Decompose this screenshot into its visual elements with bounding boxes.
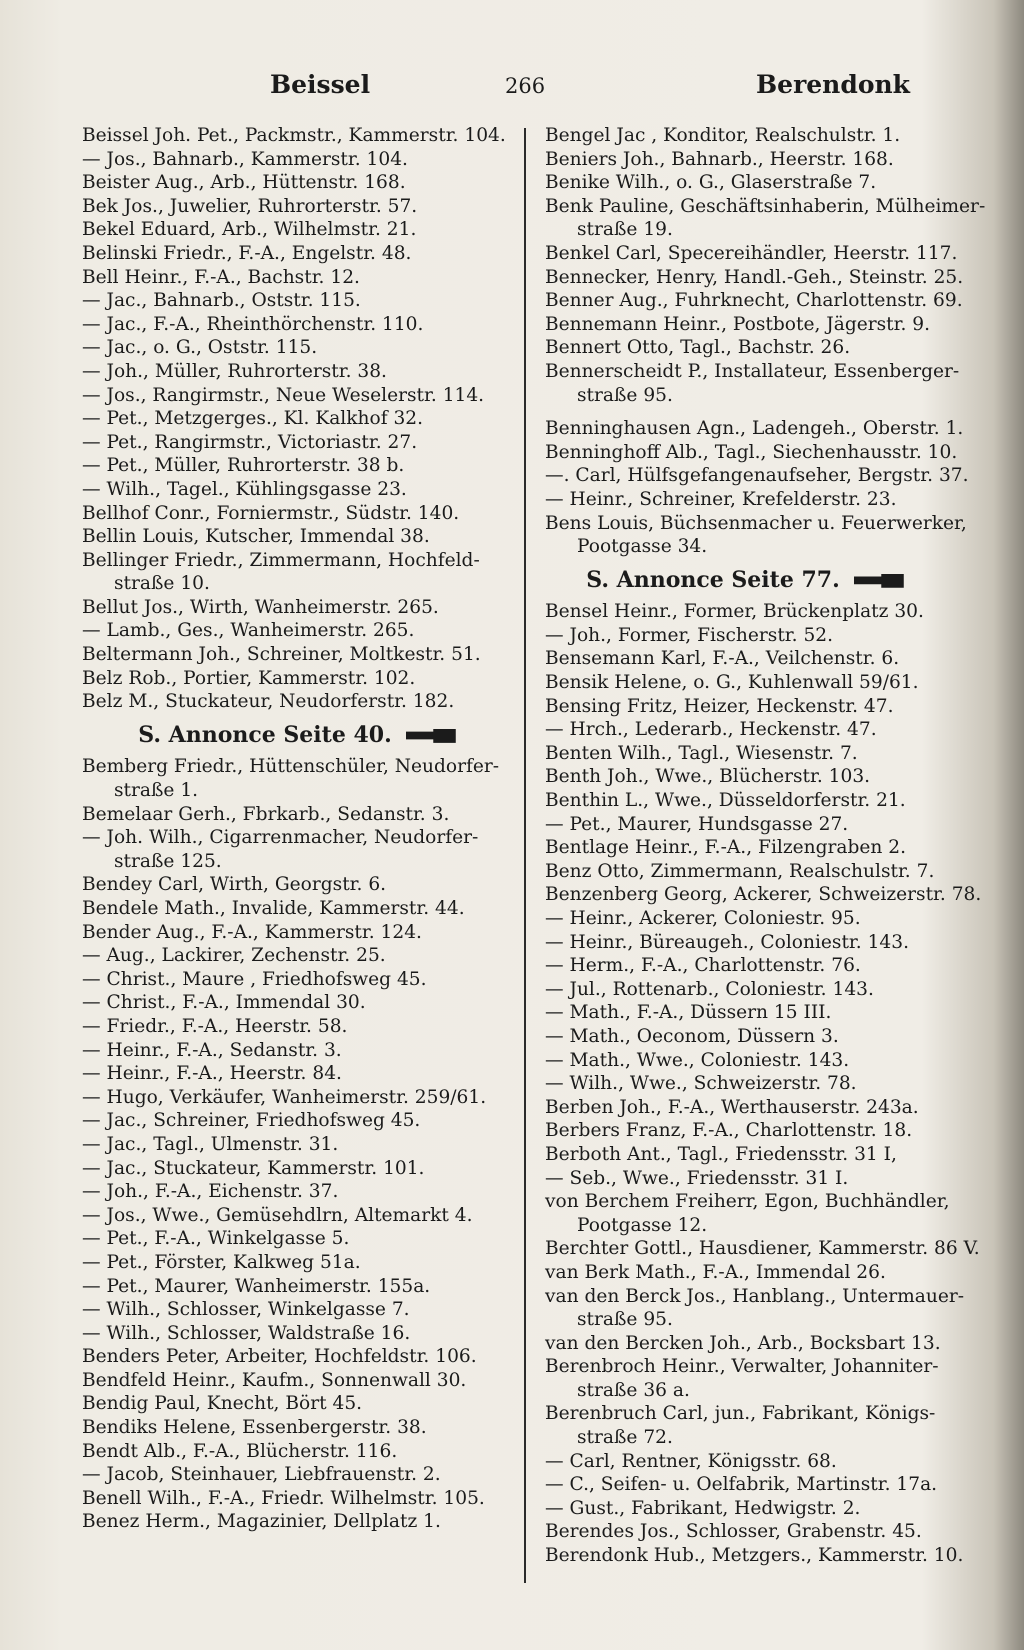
entry-text: — Heinr., Büreaugeh., Coloniestr. 143. bbox=[545, 931, 909, 953]
entry-text: van den Bercken Joh., Arb., Bocksbart 13. bbox=[545, 1332, 941, 1354]
entry-text: — Math., F.-A., Düssern 15 III. bbox=[545, 1002, 832, 1024]
directory-entry bbox=[545, 417, 964, 441]
directory-entry bbox=[545, 1355, 945, 1402]
directory-entry bbox=[545, 171, 945, 195]
entry-text: — Jac., F.-A., Rheinthörchenstr. 110. bbox=[82, 313, 424, 335]
entry-text: — Math., Oeconom, Düssern 3. bbox=[545, 1025, 839, 1047]
directory-entry bbox=[82, 1345, 512, 1369]
entry-text: — Wilh., Wwe., Schweizerstr. 78. bbox=[545, 1073, 857, 1095]
entry-text: — Christ., F.-A., Immendal 30. bbox=[82, 992, 366, 1014]
directory-entry bbox=[545, 907, 945, 931]
entry-text: Bennerscheidt P., Installateur, Essenberger- bbox=[545, 360, 960, 382]
entry-text: — Pet., Müller, Ruhrorterstr. 38 b. bbox=[82, 455, 405, 477]
entry-text: Benninghoff Alb., Tagl., Siechenhausstr. 10. bbox=[545, 441, 958, 463]
directory-entry bbox=[545, 266, 964, 290]
entry-text: Berben Joh., F.-A., Werthauserstr. 243a. bbox=[545, 1096, 919, 1118]
directory-entry bbox=[82, 1062, 512, 1086]
pointing-hand-icon bbox=[406, 729, 456, 743]
entry-text: — Jacob, Steinhauer, Liebfrauenstr. 2. bbox=[82, 1464, 441, 1486]
entry-text: — Hugo, Verkäufer, Wanheimerstr. 259/61. bbox=[82, 1086, 487, 1108]
entry-text: Berendes Jos., Schlosser, Grabenstr. 45. bbox=[545, 1521, 922, 1543]
entry-text: Belinski Friedr., F.-A., Engelstr. 48. bbox=[82, 242, 412, 264]
entry-text: — Jos., Wwe., Gemüsehdlrn, Altemarkt 4. bbox=[82, 1204, 473, 1226]
entry-text: Benk Pauline, Geschäftsinhaberin, Mülheimer- bbox=[545, 195, 986, 217]
directory-entry bbox=[545, 1072, 945, 1096]
left-column bbox=[82, 124, 512, 1534]
page-header bbox=[80, 70, 910, 110]
entry-text: Benez Herm., Magazinier, Dellplatz 1. bbox=[82, 1511, 441, 1533]
directory-entry bbox=[82, 1487, 512, 1511]
entry-text: — Lamb., Ges., Wanheimerstr. 265. bbox=[82, 620, 415, 642]
directory-entry bbox=[82, 1157, 512, 1181]
directory-entry bbox=[82, 289, 512, 313]
directory-entry bbox=[82, 1392, 512, 1416]
page-number: 266 bbox=[505, 74, 546, 98]
directory-entry bbox=[545, 1285, 965, 1332]
directory-entry bbox=[82, 944, 512, 968]
directory-entry bbox=[545, 765, 945, 789]
entry-text: —. Carl, Hülfsgefangenaufseher, Bergstr. 37. bbox=[545, 465, 969, 487]
directory-entry bbox=[545, 313, 945, 337]
directory-entry bbox=[545, 718, 945, 742]
directory-entry bbox=[82, 643, 512, 667]
section-gap bbox=[545, 407, 945, 417]
entry-text: — Christ., Maure , Friedhofsweg 45. bbox=[82, 968, 427, 990]
entry-continuation: Pootgasse 12. bbox=[577, 1214, 708, 1236]
entry-text: Bellut Jos., Wirth, Wanheimerstr. 265. bbox=[82, 596, 439, 618]
entry-text: Bemberg Friedr., Hüttenschüler, Neudorfer- bbox=[82, 756, 500, 778]
entry-text: Beniers Joh., Bahnarb., Heerstr. 168. bbox=[545, 148, 894, 170]
annonce-text: S. Annonce Seite 40. bbox=[138, 721, 392, 748]
directory-entry bbox=[82, 1015, 512, 1039]
directory-entry bbox=[82, 218, 512, 242]
entry-text: Benell Wilh., F.-A., Friedr. Wilhelmstr. 105. bbox=[82, 1487, 485, 1509]
directory-entry bbox=[545, 813, 945, 837]
entry-text: Bellhof Conr., Forniermstr., Südstr. 140. bbox=[82, 502, 460, 524]
directory-entry bbox=[545, 1473, 945, 1497]
directory-entry bbox=[545, 1049, 945, 1073]
entry-text: — Jac., Tagl., Ulmenstr. 31. bbox=[82, 1133, 339, 1155]
entry-text: Bender Aug., F.-A., Kammerstr. 124. bbox=[82, 921, 422, 943]
entry-text: Beissel Joh. Pet., Packmstr., Kammerstr. 104. bbox=[82, 125, 506, 146]
entry-text: — Pet., Förster, Kalkweg 51a. bbox=[82, 1251, 361, 1273]
directory-entry bbox=[545, 124, 945, 148]
annonce-reference bbox=[545, 559, 945, 601]
directory-entry bbox=[545, 931, 945, 955]
directory-entry bbox=[82, 1251, 512, 1275]
directory-entry bbox=[545, 336, 945, 360]
directory-entry bbox=[545, 289, 963, 313]
directory-entry bbox=[545, 148, 945, 172]
directory-entry bbox=[545, 1450, 945, 1474]
entry-text: von Berchem Freiherr, Egon, Buchhändler, bbox=[545, 1191, 950, 1213]
directory-entry bbox=[82, 619, 512, 643]
entry-text: — Friedr., F.-A., Heerstr. 58. bbox=[82, 1015, 348, 1037]
entry-text: — Wilh., Schlosser, Waldstraße 16. bbox=[82, 1322, 411, 1344]
directory-entry bbox=[545, 195, 986, 242]
entry-text: Bendt Alb., F.-A., Blücherstr. 116. bbox=[82, 1440, 398, 1462]
entry-text: Bennert Otto, Tagl., Bachstr. 26. bbox=[545, 337, 851, 359]
entry-text: — Heinr., F.-A., Sedanstr. 3. bbox=[82, 1039, 342, 1061]
entry-continuation: straße 1. bbox=[114, 780, 199, 802]
entry-text: Bensel Heinr., Former, Brückenplatz 30. bbox=[545, 601, 924, 623]
directory-entry bbox=[82, 549, 512, 596]
directory-entry bbox=[82, 1322, 512, 1346]
directory-entry bbox=[82, 991, 512, 1015]
entry-text: Benike Wilh., o. G., Glaserstraße 7. bbox=[545, 172, 877, 194]
directory-entry bbox=[82, 171, 512, 195]
directory-entry bbox=[82, 431, 512, 455]
directory-entry bbox=[545, 671, 945, 695]
entry-text: — Math., Wwe., Coloniestr. 143. bbox=[545, 1049, 850, 1071]
directory-entry bbox=[545, 600, 945, 624]
entry-text: Bellin Louis, Kutscher, Immendal 38. bbox=[82, 526, 430, 548]
entry-text: — Joh. Wilh., Cigarrenmacher, Neudorfer- bbox=[82, 827, 479, 849]
entry-text: — Jos., Bahnarb., Kammerstr. 104. bbox=[82, 148, 408, 170]
directory-entry bbox=[545, 1261, 945, 1285]
directory-entry bbox=[545, 978, 945, 1002]
entry-text: Benner Aug., Fuhrknecht, Charlottenstr. 69. bbox=[545, 290, 963, 312]
right-column bbox=[545, 124, 986, 1568]
header-first-entry: Beissel bbox=[270, 70, 371, 99]
entry-text: — Joh., Former, Fischerstr. 52. bbox=[545, 624, 834, 646]
directory-entry bbox=[82, 478, 512, 502]
entry-text: Bens Louis, Büchsenmacher u. Feuerwerker, bbox=[545, 512, 967, 534]
directory-entry bbox=[82, 803, 512, 827]
directory-entry bbox=[82, 1275, 512, 1299]
entry-text: Bensemann Karl, F.-A., Veilchenstr. 6. bbox=[545, 648, 900, 670]
directory-entry bbox=[82, 1180, 512, 1204]
entry-text: Bengel Jac , Konditor, Realschulstr. 1. bbox=[545, 125, 901, 146]
entry-text: Berenbruch Carl, jun., Fabrikant, Königs- bbox=[545, 1403, 936, 1425]
directory-entry bbox=[545, 1143, 945, 1167]
entry-text: Bennemann Heinr., Postbote, Jägerstr. 9. bbox=[545, 313, 931, 335]
entry-text: — Jac., o. G., Oststr. 115. bbox=[82, 337, 318, 359]
directory-entry bbox=[545, 860, 945, 884]
directory-entry bbox=[82, 1204, 512, 1228]
directory-entry bbox=[545, 242, 958, 266]
directory-entry bbox=[545, 1025, 945, 1049]
entry-text: Benten Wilh., Tagl., Wiesenstr. 7. bbox=[545, 742, 858, 764]
entry-text: — Pet., Maurer, Hundsgasse 27. bbox=[545, 813, 849, 835]
directory-entry bbox=[545, 1544, 964, 1568]
directory-entry bbox=[82, 755, 512, 802]
entry-text: Bendiks Helene, Essenbergerstr. 38. bbox=[82, 1417, 427, 1439]
entry-text: Bell Heinr., F.-A., Bachstr. 12. bbox=[82, 266, 360, 288]
annonce-text: S. Annonce Seite 77. bbox=[586, 566, 840, 593]
directory-entry bbox=[82, 1086, 512, 1110]
directory-entry bbox=[82, 195, 512, 219]
entry-text: — Jos., Rangirmstr., Neue Weselerstr. 114. bbox=[82, 384, 485, 406]
directory-entry bbox=[545, 441, 958, 465]
directory-entry bbox=[545, 1497, 945, 1521]
entry-text: — Pet., Rangirmstr., Victoriastr. 27. bbox=[82, 431, 418, 453]
entry-text: Berboth Ant., Tagl., Friedensstr. 31 I, bbox=[545, 1143, 897, 1165]
directory-entry bbox=[545, 1237, 980, 1261]
directory-entry bbox=[82, 667, 512, 691]
directory-entry bbox=[545, 954, 945, 978]
entry-text: — Gust., Fabrikant, Hedwigstr. 2. bbox=[545, 1497, 861, 1519]
entry-text: Bemelaar Gerh., Fbrkarb., Sedanstr. 3. bbox=[82, 803, 450, 825]
entry-continuation: straße 19. bbox=[577, 219, 673, 241]
directory-entry bbox=[545, 1001, 945, 1025]
directory-entry bbox=[82, 1440, 512, 1464]
entry-text: Bendey Carl, Wirth, Georgstr. 6. bbox=[82, 874, 387, 896]
directory-entry bbox=[82, 242, 512, 266]
entry-continuation: Pootgasse 34. bbox=[577, 536, 708, 558]
directory-entry bbox=[545, 883, 982, 907]
directory-entry bbox=[545, 1332, 945, 1356]
directory-entry bbox=[82, 525, 512, 549]
directory-entry bbox=[82, 266, 512, 290]
entry-text: Bensik Helene, o. G., Kuhlenwall 59/61. bbox=[545, 672, 919, 694]
entry-text: Berbers Franz, F.-A., Charlottenstr. 18. bbox=[545, 1120, 913, 1142]
entry-continuation: straße 125. bbox=[114, 850, 222, 872]
entry-text: Bendele Math., Invalide, Kammerstr. 44. bbox=[82, 898, 465, 919]
entry-text: Berenbroch Heinr., Verwalter, Johanniter- bbox=[545, 1356, 939, 1378]
directory-entry bbox=[82, 384, 512, 408]
entry-text: Bendfeld Heinr., Kaufm., Sonnenwall 30. bbox=[82, 1369, 467, 1391]
entry-text: Benth Joh., Wwe., Blücherstr. 103. bbox=[545, 766, 871, 788]
entry-text: Bendig Paul, Knecht, Bört 45. bbox=[82, 1393, 363, 1415]
entry-text: — Joh., Müller, Ruhrorterstr. 38. bbox=[82, 360, 387, 382]
directory-entry bbox=[545, 360, 960, 407]
directory-entry bbox=[545, 742, 945, 766]
entry-text: — Heinr., F.-A., Heerstr. 84. bbox=[82, 1063, 342, 1085]
entry-text: Benkel Carl, Specereihändler, Heerstr. 117. bbox=[545, 242, 958, 264]
directory-entry bbox=[545, 1096, 945, 1120]
entry-continuation: straße 10. bbox=[114, 573, 210, 595]
entry-text: Benders Peter, Arbeiter, Hochfeldstr. 106. bbox=[82, 1346, 477, 1368]
column-divider bbox=[524, 128, 526, 1583]
entry-text: — Joh., F.-A., Eichenstr. 37. bbox=[82, 1181, 339, 1203]
entry-text: Belz M., Stuckateur, Neudorferstr. 182. bbox=[82, 691, 455, 713]
entry-text: Benthin L., Wwe., Düsseldorferstr. 21. bbox=[545, 790, 906, 812]
entry-text: Berendonk Hub., Metzgers., Kammerstr. 10. bbox=[545, 1545, 964, 1567]
directory-entry bbox=[82, 1298, 512, 1322]
directory-entry bbox=[82, 1463, 512, 1487]
directory-entry bbox=[545, 1119, 945, 1143]
entry-continuation: straße 95. bbox=[577, 1309, 673, 1331]
directory-entry bbox=[82, 454, 512, 478]
directory-entry bbox=[82, 313, 512, 337]
directory-entry bbox=[82, 124, 512, 148]
entry-text: — Herm., F.-A., Charlottenstr. 76. bbox=[545, 955, 861, 977]
directory-entry bbox=[82, 336, 512, 360]
directory-entry bbox=[82, 1109, 512, 1133]
entry-text: Berchter Gottl., Hausdiener, Kammerstr. 86 V. bbox=[545, 1238, 980, 1260]
directory-entry bbox=[545, 1167, 945, 1191]
directory-entry bbox=[82, 1039, 512, 1063]
entry-text: — Jac., Schreiner, Friedhofsweg 45. bbox=[82, 1110, 421, 1132]
directory-entry bbox=[82, 596, 512, 620]
entry-text: Bekel Eduard, Arb., Wilhelmstr. 21. bbox=[82, 219, 417, 241]
entry-text: — C., Seifen- u. Oelfabrik, Martinstr. 17a. bbox=[545, 1474, 938, 1496]
directory-entry bbox=[82, 690, 512, 714]
entry-text: — Aug., Lackirer, Zechenstr. 25. bbox=[82, 945, 386, 967]
directory-entry bbox=[545, 1190, 950, 1237]
directory-entry bbox=[82, 407, 512, 431]
entry-text: — Wilh., Tagel., Kühlingsgasse 23. bbox=[82, 478, 407, 500]
directory-entry bbox=[82, 897, 512, 921]
directory-entry bbox=[82, 873, 512, 897]
entry-continuation: straße 72. bbox=[577, 1427, 673, 1449]
entry-text: van den Berck Jos., Hanblang., Untermauer- bbox=[545, 1285, 965, 1307]
entry-text: — Jul., Rottenarb., Coloniestr. 143. bbox=[545, 978, 874, 1000]
directory-entry bbox=[545, 647, 945, 671]
entry-text: Beister Aug., Arb., Hüttenstr. 168. bbox=[82, 172, 406, 194]
entry-text: Beltermann Joh., Schreiner, Moltkestr. 51. bbox=[82, 644, 481, 666]
header-last-entry: Berendonk bbox=[756, 70, 910, 99]
entry-text: — Hrch., Lederarb., Heckenstr. 47. bbox=[545, 719, 877, 741]
entry-text: Bensing Fritz, Heizer, Heckenstr. 47. bbox=[545, 695, 894, 717]
entry-text: Benz Otto, Zimmermann, Realschulstr. 7. bbox=[545, 860, 935, 882]
entry-text: Belz Rob., Portier, Kammerstr. 102. bbox=[82, 667, 416, 689]
entry-text: van Berk Math., F.-A., Immendal 26. bbox=[545, 1261, 886, 1283]
entry-text: — Pet., Maurer, Wanheimerstr. 155a. bbox=[82, 1275, 431, 1297]
entry-text: — Jac., Bahnarb., Oststr. 115. bbox=[82, 290, 361, 312]
directory-entry bbox=[545, 1402, 945, 1449]
entry-text: — Heinr., Ackerer, Coloniestr. 95. bbox=[545, 908, 861, 929]
entry-text: — Pet., Metzgerges., Kl. Kalkhof 32. bbox=[82, 408, 424, 430]
entry-text: — Jac., Stuckateur, Kammerstr. 101. bbox=[82, 1157, 425, 1179]
directory-entry bbox=[82, 1510, 512, 1534]
entry-continuation: straße 36 a. bbox=[577, 1379, 690, 1401]
entry-text: — Carl, Rentner, Königsstr. 68. bbox=[545, 1450, 837, 1472]
pointing-hand-icon bbox=[854, 574, 904, 588]
directory-entry bbox=[545, 464, 969, 488]
entry-text: — Seb., Wwe., Friedensstr. 31 I. bbox=[545, 1167, 849, 1189]
directory-entry bbox=[82, 1416, 512, 1440]
directory-entry bbox=[82, 826, 512, 873]
directory-entry bbox=[82, 1133, 512, 1157]
directory-entry bbox=[82, 148, 512, 172]
directory-entry bbox=[545, 488, 945, 512]
entry-text: Benzenberg Georg, Ackerer, Schweizerstr. 78. bbox=[545, 884, 982, 906]
directory-entry bbox=[82, 360, 512, 384]
annonce-reference bbox=[82, 714, 512, 756]
directory-entry bbox=[82, 921, 512, 945]
entry-text: Bek Jos., Juwelier, Ruhrorterstr. 57. bbox=[82, 195, 418, 217]
entry-text: — Wilh., Schlosser, Winkelgasse 7. bbox=[82, 1299, 410, 1321]
directory-entry bbox=[545, 624, 945, 648]
directory-entry bbox=[82, 968, 512, 992]
entry-text: Bennecker, Henry, Handl.-Geh., Steinstr. 25. bbox=[545, 266, 964, 288]
entry-text: — Heinr., Schreiner, Krefelderstr. 23. bbox=[545, 488, 897, 510]
entry-text: Benninghausen Agn., Ladengeh., Oberstr. 1. bbox=[545, 418, 964, 440]
directory-entry bbox=[545, 512, 967, 559]
entry-text: Bellinger Friedr., Zimmermann, Hochfeld- bbox=[82, 549, 480, 571]
entry-text: Bentlage Heinr., F.-A., Filzengraben 2. bbox=[545, 837, 907, 859]
directory-entry bbox=[82, 1369, 512, 1393]
directory-entry bbox=[82, 1227, 512, 1251]
directory-entry bbox=[82, 502, 512, 526]
directory-entry bbox=[545, 1520, 945, 1544]
directory-entry bbox=[545, 789, 945, 813]
directory-entry bbox=[545, 836, 945, 860]
entry-text: — Pet., F.-A., Winkelgasse 5. bbox=[82, 1228, 350, 1250]
directory-entry bbox=[545, 695, 945, 719]
entry-continuation: straße 95. bbox=[577, 384, 673, 406]
